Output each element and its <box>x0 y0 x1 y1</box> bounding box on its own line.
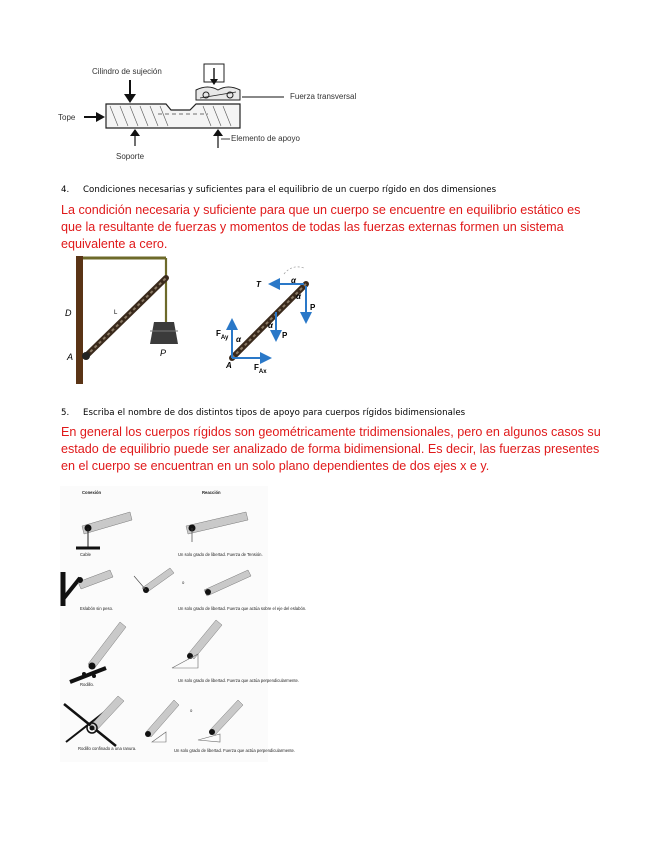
fig2-label-fax: $F_{Ax}$ <box>254 363 267 375</box>
fixture-figure <box>58 60 357 162</box>
question-4-number: 4. <box>61 185 70 195</box>
fig3-col2: Reacción <box>202 490 221 495</box>
fig3-row1-left: Cable <box>80 552 91 557</box>
fig2-label-t: T <box>256 280 261 289</box>
fig2-label-alpha-top: α <box>291 276 296 285</box>
fig3-row2-right: Un solo grado de libertad. Fuerza que actúa sobre el eje del eslabón. <box>178 606 307 611</box>
fig3-row4-left: Rodillo confinado a una ranura. <box>78 746 137 751</box>
fig3-o-1: o <box>182 580 185 585</box>
fig1-label-soporte: Soporte <box>116 152 145 161</box>
fig3-row3-left: Rodillo. <box>80 682 94 687</box>
fig2-label-p: P <box>160 348 167 358</box>
fig2-label-a-right: A <box>226 361 232 370</box>
supports-figure <box>60 486 307 762</box>
answer-4: La condición necesaria y suficiente para que un cuerpo se encuentre en equilibrio estático es que la resultante de fuerzas y momentos de todas las fuerzas externas formen un sistema equivalente a cero. <box>61 203 581 251</box>
fig2-label-fay: $F_{Ay}$ <box>216 329 229 341</box>
fig1-label-elemento: Elemento de apoyo <box>231 134 300 143</box>
question-5-number: 5. <box>61 408 70 418</box>
boom-figure-right <box>214 262 329 382</box>
question-5 <box>61 408 465 418</box>
question-4 <box>61 185 496 195</box>
fig2-label-a: A <box>67 352 74 362</box>
fig3-row1-right: Un solo grado de libertad. Fuerza de Tensión. <box>178 552 263 557</box>
fig2-label-l: L <box>114 310 118 316</box>
fig1-label-fuerza: Fuerza transversal <box>290 92 357 101</box>
fig3-row3-right: Un solo grado de libertad. Fuerza que actúa perpendicularmente. <box>178 678 300 683</box>
fig3-row4-right: Un solo grado de libertad. Fuerza que actúa perpendicularmente. <box>174 748 296 753</box>
fig2-label-alpha-right: α <box>296 292 301 301</box>
fig2-label-alpha-a: α <box>236 335 241 344</box>
boom-figure-left <box>62 256 197 386</box>
fig2-label-alpha-mid: α <box>268 321 273 330</box>
fig1-label-cilindro: Cilindro de sujeción <box>92 67 162 76</box>
fig3-o-2: o <box>190 708 193 713</box>
fig2-label-p-mid: P <box>282 331 288 340</box>
answer-5: En general los cuerpos rígidos son geométricamente tridimensionales, pero en algunos casos su estado de equilibrio puede ser analizado de forma bidimensional. Es decir, las fuerzas presentes en el cuerpo se encuentran en un solo plano dependientes de dos ejes x e y. <box>61 425 601 473</box>
fig2-label-p-right: P <box>310 303 316 312</box>
fig3-col1: Conexión <box>82 490 102 495</box>
fig3-row2-left: Eslabón sin peso. <box>80 606 114 611</box>
fig1-label-tope: Tope <box>58 113 76 122</box>
question-5-text: Escriba el nombre de dos distintos tipos de apoyo para cuerpos rígidos bidimensionales <box>83 408 466 418</box>
fig2-label-d: D <box>65 308 72 318</box>
question-4-text: Condiciones necesarias y suficientes para el equilibrio de un cuerpo rígido en dos dimensiones <box>83 185 497 195</box>
